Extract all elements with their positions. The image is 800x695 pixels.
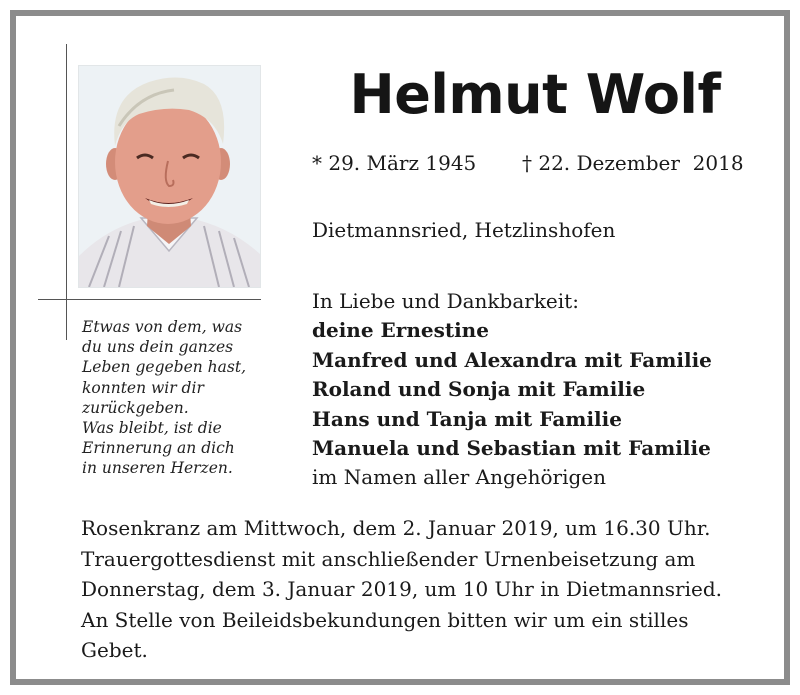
poem-line: Was bleibt, ist die	[82, 419, 222, 438]
footer-line: Trauergottesdienst mit anschließender Urnenbeisetzung am	[81, 546, 696, 571]
poem-line: du uns dein ganzes	[82, 338, 234, 357]
poem-line: Etwas von dem, was	[82, 318, 243, 336]
deceased-name: Helmut Wolf	[349, 63, 721, 126]
footer-line: Gebet.	[81, 638, 148, 663]
footer-line: Rosenkranz am Mittwoch, dem 2. Januar 2019, um 16.30 Uhr.	[81, 516, 711, 540]
mourner-name: Manfred und Alexandra mit Familie	[312, 347, 712, 372]
horizontal-divider	[38, 299, 261, 300]
vertical-divider	[66, 44, 67, 340]
poem-line: konnten wir dir	[82, 378, 204, 397]
portrait-illustration	[79, 66, 260, 287]
mourner-name: Hans und Tanja mit Familie	[312, 406, 622, 431]
mourners-outro: im Namen aller Angehörigen	[312, 465, 607, 490]
mourner-name: Roland und Sonja mit Familie	[312, 377, 646, 402]
mourner-name: deine Ernestine	[312, 318, 489, 343]
birth-date: * 29. März 1945	[312, 151, 477, 175]
poem-line: Erinnerung an dich	[82, 439, 235, 458]
footer-line: Donnerstag, dem 3. Januar 2019, um 10 Uhr in Dietmannsried.	[81, 577, 723, 602]
memorial-poem	[82, 317, 262, 479]
portrait-photo	[79, 66, 260, 287]
poem-line: zurückgeben.	[82, 398, 189, 417]
footer-line: An Stelle von Beileidsbekundungen bitten wir um ein stilles	[81, 607, 689, 632]
death-date: † 22. Dezember 2018	[522, 151, 744, 175]
poem-line: Leben gegeben hast,	[82, 358, 246, 377]
residence: Dietmannsried, Hetzlinshofen	[312, 218, 616, 242]
mourners-intro: In Liebe und Dankbarkeit:	[312, 289, 579, 313]
mourner-name: Manuela und Sebastian mit Familie	[312, 436, 711, 461]
mourners-block	[312, 287, 712, 493]
service-details	[81, 513, 771, 666]
poem-line: in unseren Herzen.	[82, 459, 233, 478]
